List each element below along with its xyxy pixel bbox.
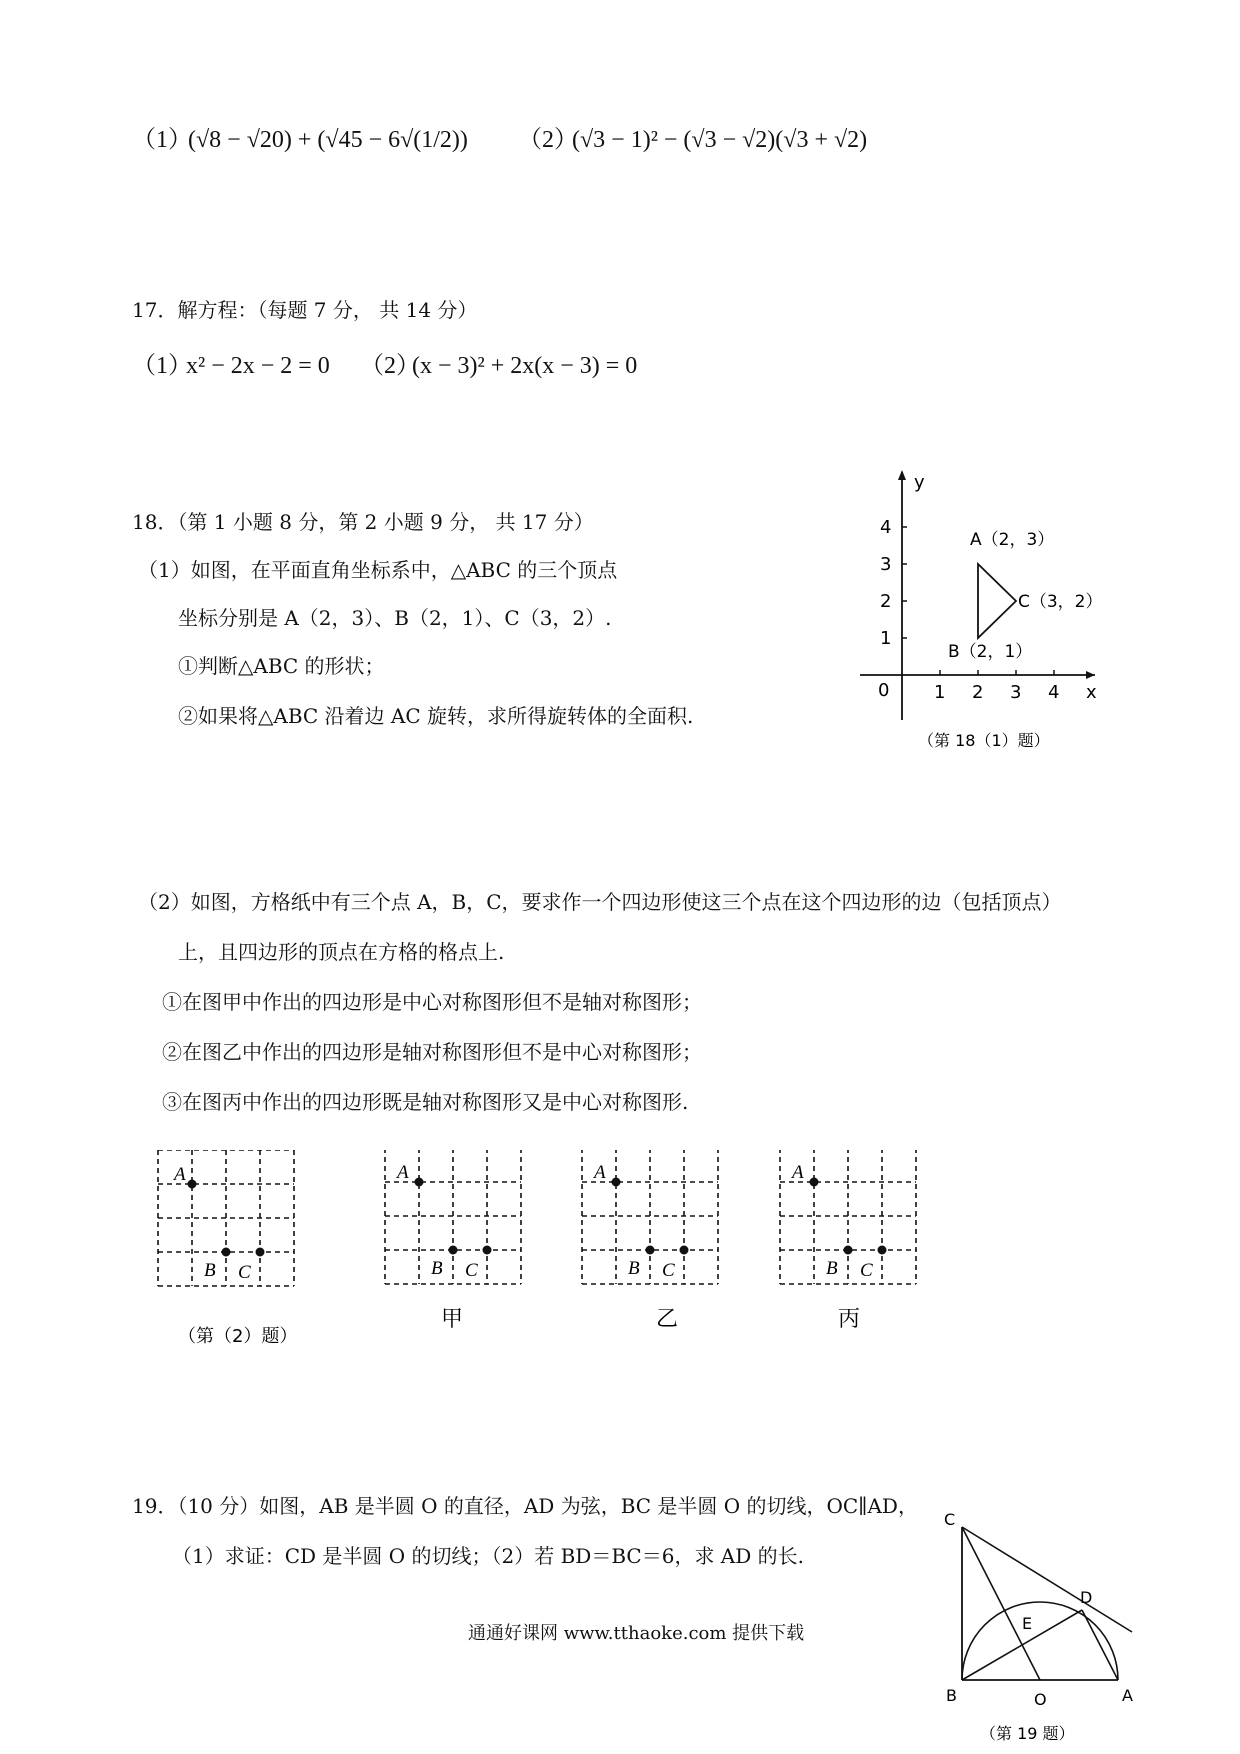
grid3-label-c: C xyxy=(662,1260,675,1281)
semicircle-arc xyxy=(962,1602,1118,1680)
q17-title: 17．解方程：（每题 7 分， 共 14 分） xyxy=(132,298,478,322)
page-footer: 通通好课网 www.tthaoke.com 提供下载 xyxy=(468,1623,805,1644)
q18-grid-figures xyxy=(150,1150,1150,1350)
origin-label: 0 xyxy=(878,680,890,701)
y-axis-arrow xyxy=(898,470,906,480)
q18-p1-q2: ②如果将△ABC 沿着边 AC 旋转，求所得旋转体的全面积. xyxy=(178,704,694,728)
y-tick-3: 3 xyxy=(880,554,892,575)
grid-jia xyxy=(385,1150,521,1332)
label-b: B（2，1） xyxy=(948,642,1033,662)
grid3-label-a: A xyxy=(594,1162,606,1183)
grid-problem xyxy=(158,1150,297,1347)
grid2-label-c: C xyxy=(465,1260,478,1281)
q19-line1: 19．（10 分）如图，AB 是半圆 O 的直径，AD 为弦，BC 是半圆 O 的切线，OC∥AD， xyxy=(132,1494,918,1518)
grid4-label-c: C xyxy=(860,1260,873,1281)
x-tick-2: 2 xyxy=(972,682,984,703)
grid1-label-b: B xyxy=(204,1260,216,1281)
grid-yi xyxy=(582,1150,718,1332)
q17-part1-eq: x² − 2x − 2 = 0 xyxy=(186,353,330,379)
y-tick-1: 1 xyxy=(880,628,892,649)
q18-p1-q1: ①判断△ABC 的形状； xyxy=(178,654,385,678)
q18-p1-line2: 坐标分别是 A（2，3）、B（2，1）、C（3，2）. xyxy=(178,606,612,630)
q16-part2-expr: (√3 − 1)² − (√3 − √2)(√3 + √2) xyxy=(572,127,868,153)
grid-bing xyxy=(780,1150,916,1332)
grid4-label-b: B xyxy=(826,1258,838,1279)
grid1-label-a: A xyxy=(174,1164,186,1185)
x-tick-4: 4 xyxy=(1048,682,1060,703)
grid1-label-c: C xyxy=(238,1262,251,1283)
q19-line2: （1）求证：CD 是半圆 O 的切线；（2）若 BD＝BC＝6，求 AD 的长. xyxy=(172,1544,804,1568)
fig19-caption: （第 19 题） xyxy=(980,1724,1075,1743)
fig19-label-c: C xyxy=(944,1510,956,1529)
fig19-label-e: E xyxy=(1022,1614,1033,1633)
tangent-cd xyxy=(962,1527,1132,1632)
grid2-label-a: A xyxy=(397,1162,409,1183)
x-axis-arrow xyxy=(1086,671,1095,679)
grid4-caption: 丙 xyxy=(838,1307,861,1332)
q18-coordinate-graph xyxy=(850,460,1110,760)
q17-part2-eq: (x − 3)² + 2x(x − 3) = 0 xyxy=(412,353,638,379)
y-tick-2: 2 xyxy=(880,591,892,612)
q18-p2-q2: ②在图乙中作出的四边形是轴对称图形但不是中心对称图形； xyxy=(162,1040,702,1064)
fig19-label-a: A xyxy=(1122,1686,1133,1705)
graph-caption: （第 18（1）题） xyxy=(918,731,1050,750)
q17-part1-label: （1） xyxy=(132,353,192,379)
q18-title: 18．（第 1 小题 8 分，第 2 小题 9 分， 共 17 分） xyxy=(132,510,594,534)
q18-p2-line2: 上，且四边形的顶点在方格的格点上. xyxy=(178,940,505,964)
q17-part2-label: （2） xyxy=(360,353,420,379)
q18-p1-line1: （1）如图，在平面直角坐标系中，△ABC 的三个顶点 xyxy=(138,558,618,582)
q19-semicircle-figure xyxy=(940,1505,1140,1750)
grid3-caption: 乙 xyxy=(656,1307,679,1332)
x-axis-label: x xyxy=(1086,682,1097,703)
x-tick-1: 1 xyxy=(934,682,946,703)
x-tick-3: 3 xyxy=(1010,682,1022,703)
q16-part1-expr: (√8 − √20) + (√45 − 6√(1/2)) xyxy=(188,127,468,153)
q18-p2-line1: （2）如图，方格纸中有三个点 A，B，C，要求作一个四边形使这三个点在这个四边形的边（包括顶点） xyxy=(138,890,1062,914)
q16-part1-label: （1） xyxy=(132,127,192,153)
grid2-caption: 甲 xyxy=(441,1307,464,1332)
q18-p2-q3: ③在图丙中作出的四边形既是轴对称图形又是中心对称图形. xyxy=(162,1090,689,1114)
triangle-abc xyxy=(978,564,1016,638)
grid4-label-a: A xyxy=(792,1162,804,1183)
y-axis-label: y xyxy=(914,472,925,493)
grid2-label-b: B xyxy=(431,1258,443,1279)
fig19-label-o: O xyxy=(1034,1690,1047,1709)
fig19-label-d: D xyxy=(1080,1588,1093,1607)
grid1-caption: （第（2）题） xyxy=(178,1326,298,1347)
y-tick-4: 4 xyxy=(880,517,892,538)
q16-part2-label: （2） xyxy=(518,127,578,153)
label-c: C（3，2） xyxy=(1018,592,1103,612)
q18-p2-q1: ①在图甲中作出的四边形是中心对称图形但不是轴对称图形； xyxy=(162,990,702,1014)
label-a: A（2，3） xyxy=(970,530,1055,550)
fig19-label-b: B xyxy=(946,1686,957,1705)
grid3-label-b: B xyxy=(628,1258,640,1279)
